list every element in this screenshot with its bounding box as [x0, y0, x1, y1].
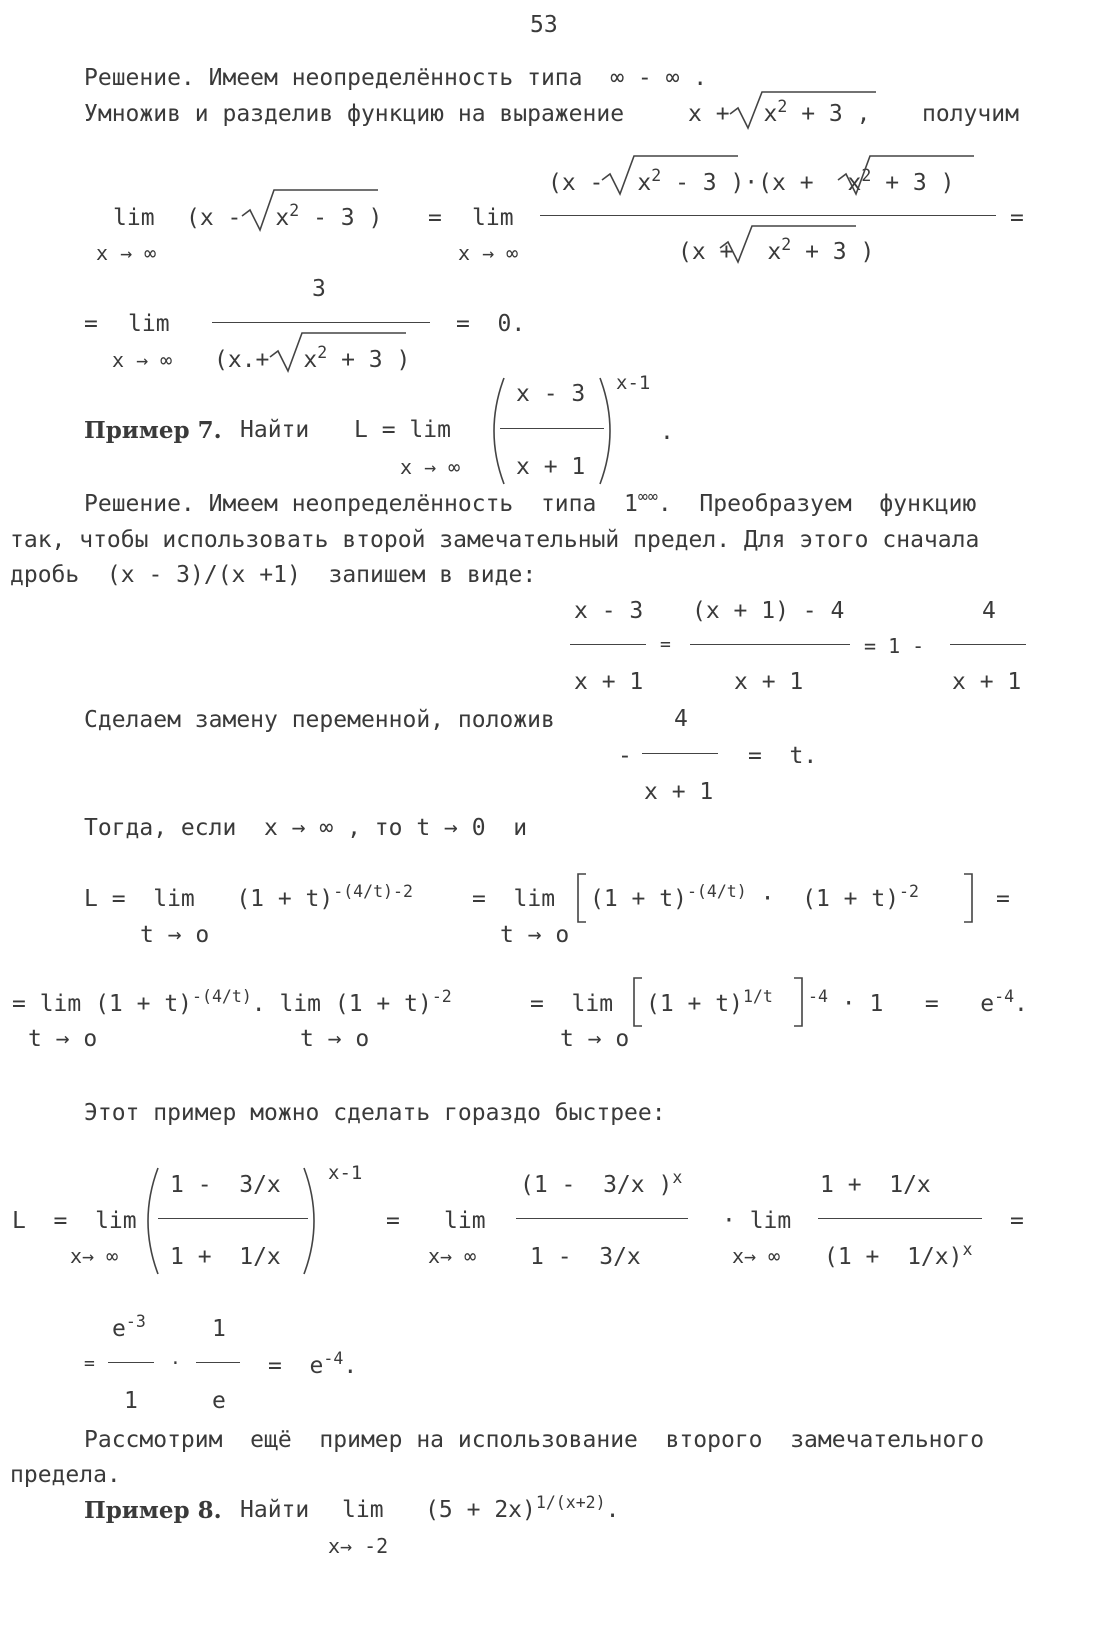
equals-sign: =	[660, 634, 671, 655]
fraction-bar	[516, 1218, 688, 1219]
L-row-1: $L = \lim (1 + t)^{-(4/t)-2}$	[84, 881, 413, 912]
find-label: Найти	[240, 1497, 310, 1523]
eq1-lhs: ($x - x^2 - 3$ )	[186, 200, 383, 231]
limit-subscript: t → o	[560, 1026, 630, 1052]
g-numerator-2: 1	[212, 1316, 226, 1342]
fraction-bar	[570, 644, 646, 645]
limit-subscript: x → ∞	[112, 348, 173, 372]
left-paren	[482, 376, 506, 486]
solution-7-line-3: дробь (x - 3)/(x +1) запишем в виде:	[10, 562, 537, 588]
eq1-denominator: ($x + x^2 + 3$ )	[678, 234, 875, 265]
ex7-exponent: x-1	[616, 372, 651, 394]
limit-label: lim	[113, 205, 155, 231]
then-text: Тогда, если x → ∞ , то t → 0 и	[84, 815, 528, 841]
limit-subscript: t → o	[300, 1026, 370, 1052]
limit-label: lim	[128, 311, 170, 337]
solution-6-line-1: Решение. Имеем неопределённость типа ∞ - ∞ .	[84, 65, 708, 91]
left-bracket	[576, 872, 588, 924]
g-denominator-2: e	[212, 1388, 226, 1414]
solution-7-line-2: так, чтобы использовать второй замечательный предел. Для этого сначала	[10, 527, 980, 553]
multiplier-expression: $x + x^2 + 3$ ,	[688, 96, 871, 127]
fraction-bar	[212, 322, 430, 323]
fraction-bar	[108, 1362, 154, 1363]
limit-label: lim	[444, 1208, 486, 1234]
left-bracket	[632, 976, 644, 1028]
sub-result: = t.	[748, 743, 818, 769]
limit-subscript: t → o	[140, 922, 210, 948]
fraction-1-numerator: x - 3	[574, 598, 644, 624]
fast-numerator-1: 1 - 3/x	[170, 1172, 281, 1198]
page-number: 53	[530, 12, 558, 38]
fast-denominator-3: $(1 + 1/x)^x$	[824, 1239, 973, 1270]
example-8-label: Пример 8.	[84, 1497, 222, 1524]
ex7-denominator: x + 1	[516, 454, 586, 480]
limit-subscript: x→ ∞	[732, 1244, 781, 1268]
ex8-expression: $\lim (5 + 2x)^{1/(x+2)}$.	[342, 1492, 620, 1523]
eq2-denominator: ($x.+ x^2 + 3$ )	[214, 342, 411, 373]
limit-subscript: x→ ∞	[70, 1244, 119, 1268]
sqrt-sign	[718, 222, 858, 266]
limit-subscript: x → ∞	[96, 241, 157, 265]
sub-denominator: x + 1	[644, 779, 714, 805]
L-row-2-mid: = lim	[530, 991, 614, 1017]
eq1-numerator: ($x - x^2 - 3$ )$\cdot(x + x^2 + 3$ )	[548, 165, 955, 196]
sqrt-sign	[268, 329, 408, 375]
fraction-bar	[540, 215, 996, 216]
sqrt-sign	[728, 88, 878, 132]
solution-7-line-1: Решение. Имеем неопределённость типа 1∞∞. Преобразуем функцию	[84, 486, 977, 517]
fraction-bar	[818, 1218, 982, 1219]
equals-sign: =	[996, 886, 1010, 912]
equals-sign: =	[428, 205, 442, 231]
fast-L: L = lim	[12, 1208, 137, 1234]
limit-label: L = lim	[354, 417, 451, 443]
limit-subscript: x → ∞	[400, 455, 461, 479]
equals-one-minus: = 1 -	[864, 634, 925, 658]
dot-lim: · lim	[722, 1208, 792, 1234]
eq2-numerator: 3	[312, 276, 326, 302]
fast-numerator-2: (1 - 3/x )$^x$	[520, 1167, 683, 1198]
find-label: Найти	[240, 417, 310, 443]
outro-line-2: предела.	[10, 1462, 121, 1488]
sqrt-sign	[240, 186, 380, 234]
L-row-2-bracket: $(1 + t)^{1/t}$	[646, 986, 773, 1017]
equals-sign: =	[1010, 205, 1024, 231]
limit-label: lim	[472, 205, 514, 231]
fraction-3-denominator: x + 1	[952, 669, 1022, 695]
L-row-1-mid: = lim	[472, 886, 556, 912]
limit-subscript: x→ -2	[328, 1534, 389, 1558]
g-numerator-1: $e^{-3}$	[112, 1311, 146, 1342]
fast-numerator-3: 1 + 1/x	[820, 1172, 931, 1198]
fraction-1-denominator: x + 1	[574, 669, 644, 695]
left-paren	[136, 1166, 160, 1276]
dot: ·	[170, 1353, 181, 1374]
limit-subscript: x → ∞	[458, 241, 519, 265]
ex7-numerator: x - 3	[516, 381, 586, 407]
L-row-2-end: $^{-4} \cdot 1 = e^{-4}$.	[808, 986, 1028, 1017]
fraction-bar	[950, 644, 1026, 645]
fraction-bar	[642, 753, 718, 754]
fast-exponent-1: x-1	[328, 1162, 363, 1184]
fraction-2-numerator: (x + 1) - 4	[692, 598, 845, 624]
solution-6-line-2-end: получим	[922, 101, 1019, 127]
right-bracket	[792, 976, 804, 1028]
L-row-2: = $\lim (1 + t)^{-(4/t)}$. $\lim (1 + t)^{-2}$	[12, 986, 452, 1017]
fraction-bar	[196, 1362, 240, 1363]
fraction-2-denominator: x + 1	[734, 669, 804, 695]
equals-sign: =	[84, 311, 98, 337]
example-7-label: Пример 7.	[84, 417, 222, 444]
outro-line-1: Рассмотрим ещё пример на использование второго замечательного	[84, 1427, 985, 1453]
equals-sign: =	[386, 1208, 400, 1234]
fraction-3-numerator: 4	[982, 598, 996, 624]
fraction-bar	[690, 644, 850, 645]
fraction-bar	[158, 1218, 308, 1219]
sqrt-sign	[836, 152, 976, 198]
faster-text: Этот пример можно сделать гораздо быстрее:	[84, 1100, 666, 1126]
equals-sign: =	[84, 1353, 95, 1374]
limit-subscript: t → o	[28, 1026, 98, 1052]
fast-denominator-2: 1 - 3/x	[530, 1244, 641, 1270]
limit-subscript: x→ ∞	[428, 1244, 477, 1268]
eq2-result: = 0.	[456, 311, 526, 337]
period: .	[660, 419, 674, 445]
solution-6-line-2: Умножив и разделив функцию на выражение	[84, 101, 625, 127]
limit-subscript: t → o	[500, 922, 570, 948]
g-denominator-1: 1	[124, 1388, 138, 1414]
minus-sign: -	[618, 743, 632, 769]
right-paren	[302, 1166, 326, 1276]
fraction-bar	[500, 428, 604, 429]
fast-denominator-1: 1 + 1/x	[170, 1244, 281, 1270]
substitution-text: Сделаем замену переменной, положив	[84, 707, 555, 733]
equals-sign: =	[1010, 1208, 1024, 1234]
g-result: = $e^{-4}$.	[268, 1348, 358, 1379]
right-bracket	[962, 872, 974, 924]
sqrt-sign	[600, 152, 740, 198]
sub-numerator: 4	[674, 706, 688, 732]
L-row-1-bracket: $(1 + t)^{-(4/t)} \cdot (1 + t)^{-2}$	[590, 881, 919, 912]
